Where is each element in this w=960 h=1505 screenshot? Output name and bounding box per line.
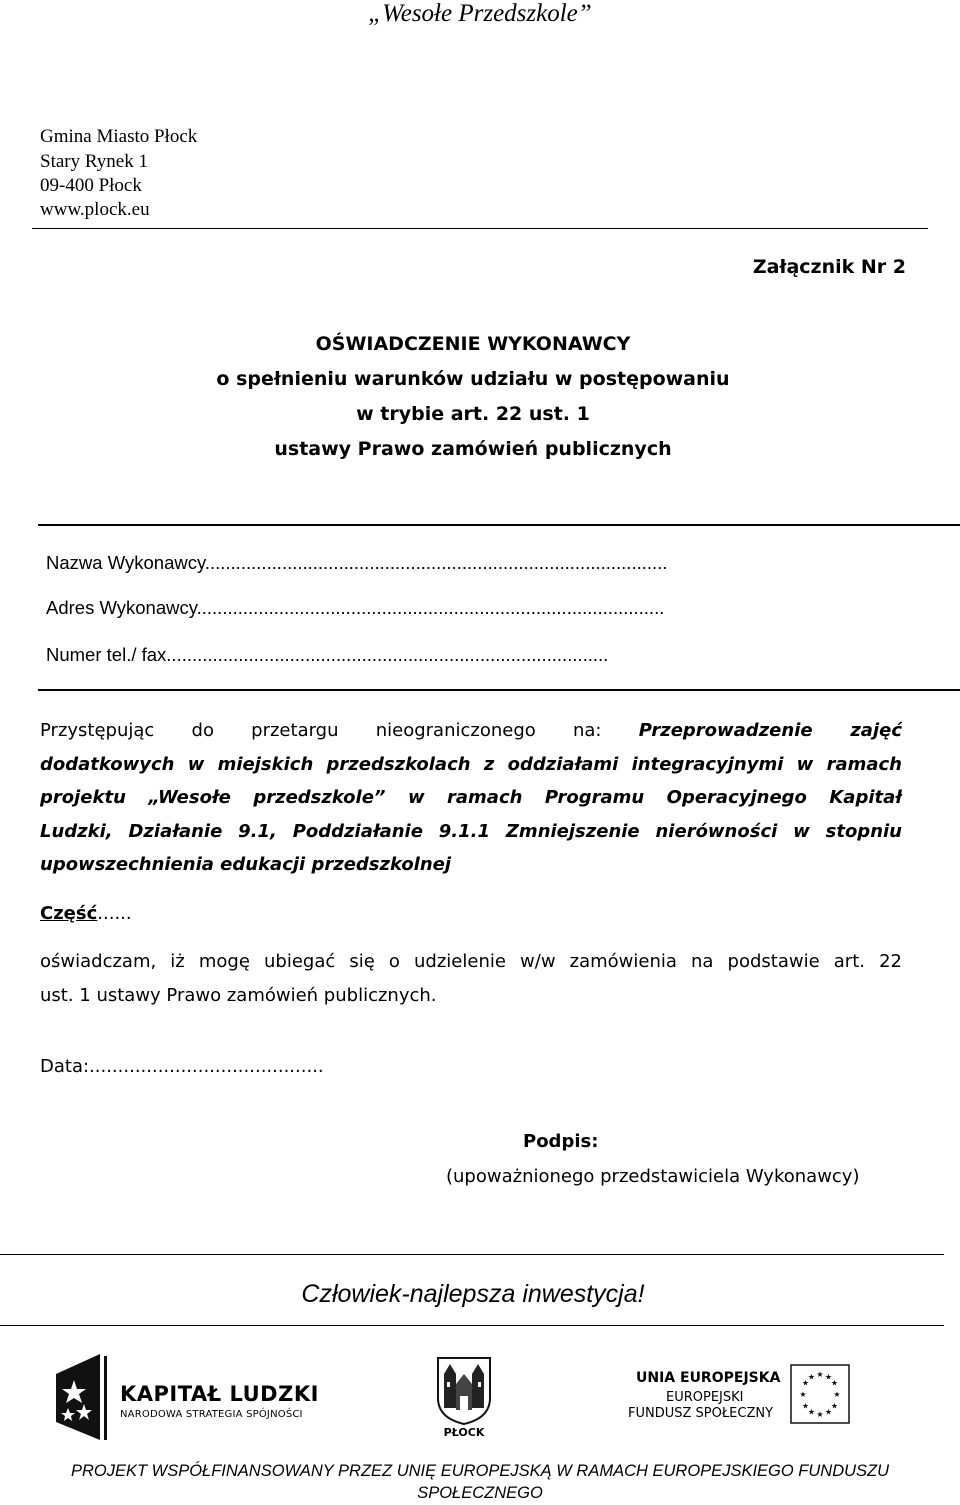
document-title: OŚWIADCZENIE WYKONAWCY	[315, 333, 631, 355]
paragraph-line-4: Ludzki, Działanie 9.1, Poddziałanie 9.1.1 Zmniejszenie nierówności w stopniu	[40, 820, 902, 842]
statement-line-2: ust. 1 ustawy Prawo zamówień publicznych.	[40, 984, 437, 1006]
part-dots: ......	[97, 903, 132, 924]
part-line	[40, 903, 132, 924]
footer-cofinancing-line2: SPOŁECZNEGO	[417, 1484, 543, 1502]
kapital-ludzki-title: KAPITAŁ LUDZKI	[120, 1382, 319, 1406]
contractor-phone-field: Numer tel./ fax......................................................................................	[46, 644, 609, 665]
kapital-ludzki-subtitle: NARODOWA STRATEGIA SPÓJNOŚCI	[120, 1409, 303, 1420]
svg-text:★: ★	[824, 1407, 833, 1417]
eu-logo-line2: EUROPEJSKI	[666, 1390, 744, 1405]
paragraph-line-2: dodatkowych w miejskich przedszkolach z oddziałami integracyjnymi w ramach	[40, 753, 902, 775]
eu-logo-line3: FUNDUSZ SPOŁECZNY	[628, 1406, 774, 1421]
address-line-website: www.plock.eu	[40, 199, 150, 220]
plock-label: PŁOCK	[443, 1426, 485, 1439]
svg-text:★: ★	[801, 1378, 810, 1388]
kapital-ludzki-logo	[54, 1352, 319, 1444]
attachment-number: Załącznik Nr 2	[752, 256, 906, 278]
svg-text:★: ★	[833, 1390, 841, 1399]
document-subtitle-line3: ustawy Prawo zamówień publicznych	[274, 438, 672, 460]
paragraph-line-1	[40, 714, 902, 748]
eu-social-fund-logo	[624, 1364, 850, 1430]
contractor-name-field: Nazwa Wykonawcy..........................................................................................	[46, 552, 668, 573]
paragraph-intro-text: Przystępując do przetargu nieograniczonego na:	[40, 720, 602, 741]
svg-text:★: ★	[801, 1401, 810, 1411]
address-line-street: Stary Rynek 1	[40, 151, 148, 172]
plock-crest-icon	[434, 1354, 494, 1426]
svg-text:★: ★	[830, 1401, 839, 1411]
project-header-title: „Wesołe Przedszkole”	[368, 0, 592, 27]
address-divider	[32, 228, 928, 229]
svg-text:★: ★	[816, 1370, 824, 1379]
fields-top-divider	[38, 524, 960, 526]
eu-logo-line1: UNIA EUROPEJSKA	[636, 1370, 781, 1386]
paragraph-line-3: projektu „Wesołe przedszkole” w ramach Programu Operacyjnego Kapitał	[40, 787, 902, 808]
fields-bottom-divider	[38, 689, 960, 691]
document-subtitle-line2: w trybie art. 22 ust. 1	[356, 403, 590, 425]
slogan-divider	[0, 1325, 944, 1326]
svg-text:★: ★	[816, 1410, 824, 1419]
paragraph-line-5: upowszechnienia edukacji przedszkolnej	[40, 854, 452, 875]
signature-label: Podpis:	[523, 1131, 599, 1152]
address-line-city: 09-400 Płock	[40, 175, 142, 196]
part-label: Część	[40, 903, 98, 924]
slogan: Człowiek-najlepsza inwestycja!	[301, 1280, 645, 1308]
contractor-address-field: Adres Wykonawcy...........................................................................................	[46, 597, 665, 618]
signature-note: (upoważnionego przedstawiciela Wykonawcy)	[446, 1166, 860, 1187]
svg-text:★: ★	[824, 1372, 833, 1382]
date-field: Data:.........................................	[40, 1056, 324, 1077]
svg-text:★: ★	[830, 1378, 839, 1388]
document-subtitle-line1: o spełnieniu warunków udziału w postępowaniu	[216, 368, 730, 390]
plock-coat-of-arms-logo	[434, 1354, 494, 1444]
statement-paragraph	[40, 945, 902, 1012]
statement-line-1: oświadczam, iż mogę ubiegać się o udzielenie w/w zamówienia na podstawie art. 22	[40, 951, 902, 972]
svg-text:★: ★	[799, 1390, 807, 1399]
eu-flag-stars-icon	[790, 1364, 850, 1424]
footer-cofinancing-line1: PROJEKT WSPÓŁFINANSOWANY PRZEZ UNIĘ EUROPEJSKĄ W RAMACH EUROPEJSKIEGO FUNDUSZU	[70, 1462, 890, 1480]
svg-text:★: ★	[807, 1407, 816, 1417]
address-line-municipality: Gmina Miasto Płock	[40, 126, 198, 147]
svg-text:★: ★	[807, 1372, 816, 1382]
tender-paragraph	[40, 714, 902, 882]
paragraph-subject-start: Przeprowadzenie zajęć	[638, 720, 902, 741]
footer-top-divider	[0, 1254, 944, 1255]
